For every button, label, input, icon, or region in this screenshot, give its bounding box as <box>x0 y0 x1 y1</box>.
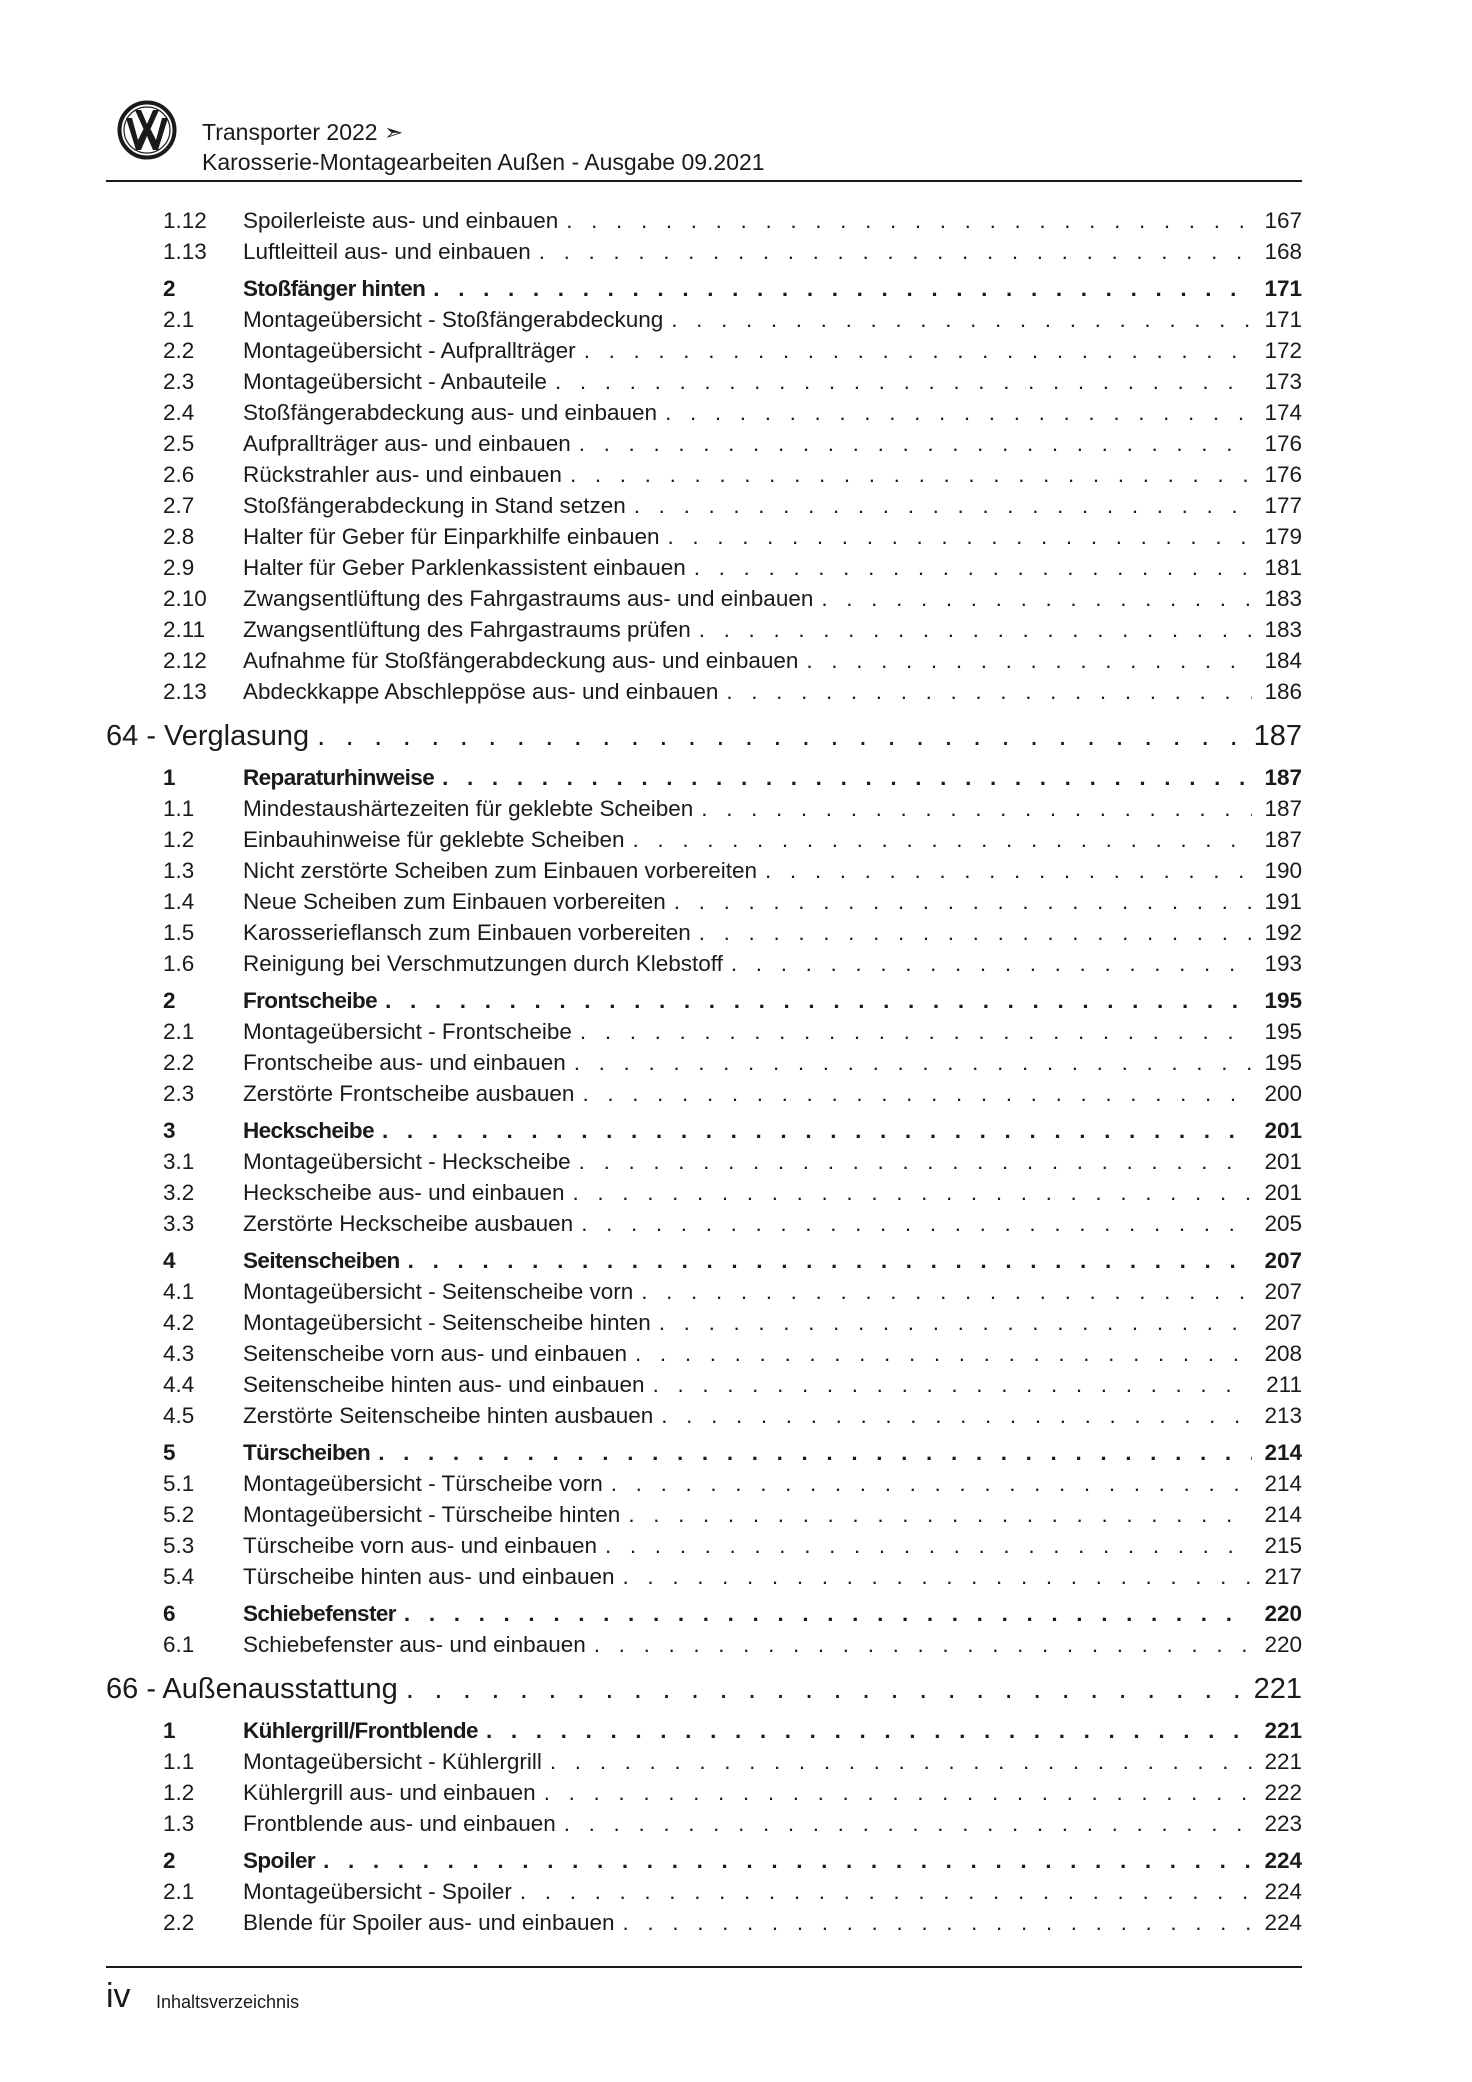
toc-page-number: 184 <box>1264 648 1302 673</box>
toc-title: Einbauhinweise für geklebte Scheiben <box>243 827 625 852</box>
toc-number: 2 <box>163 988 176 1013</box>
toc-number: 2.6 <box>163 462 195 487</box>
toc-title: Stoßfängerabdeckung in Stand setzen <box>243 493 626 518</box>
toc-section[interactable] <box>106 1437 1302 1468</box>
toc-entry[interactable] <box>106 1746 1302 1777</box>
toc-entry[interactable] <box>106 335 1302 366</box>
toc-number: 3 <box>163 1118 176 1143</box>
toc-dot-leader <box>806 645 1252 676</box>
toc-page-number: 187 <box>1264 796 1302 821</box>
toc-dot-leader <box>570 459 1252 490</box>
toc-number: 4.3 <box>163 1341 195 1366</box>
toc-page-number: 223 <box>1264 1811 1302 1836</box>
toc-dot-leader <box>572 1177 1252 1208</box>
toc-number: 1.2 <box>163 827 195 852</box>
toc-title: Frontscheibe aus- und einbauen <box>243 1050 566 1075</box>
toc-dot-leader <box>385 985 1252 1016</box>
toc-entry[interactable] <box>106 366 1302 397</box>
toc-page-number: 214 <box>1264 1502 1302 1527</box>
toc-number: 2.10 <box>163 586 207 611</box>
toc-title: Montageübersicht - Frontscheibe <box>243 1019 572 1044</box>
toc-dot-leader <box>633 824 1252 855</box>
toc-entry[interactable] <box>106 1468 1302 1499</box>
toc-page-number: 224 <box>1264 1910 1302 1935</box>
toc-dot-leader <box>634 490 1252 521</box>
toc-title: Spoiler <box>243 1848 316 1873</box>
toc-page-number: 191 <box>1264 889 1302 914</box>
toc-dot-leader <box>699 917 1252 948</box>
toc-page-number: 187 <box>1253 720 1302 752</box>
toc-entry[interactable] <box>106 614 1302 645</box>
toc-page-number: 181 <box>1264 555 1302 580</box>
toc-number: 5.2 <box>163 1502 195 1527</box>
toc-dot-leader <box>821 583 1252 614</box>
toc-number: 2 <box>163 276 176 301</box>
toc-title: Montageübersicht - Seitenscheibe vorn <box>243 1279 634 1304</box>
toc-dot-leader <box>408 1245 1252 1276</box>
toc-number: 1.12 <box>163 208 207 233</box>
toc-page-number: 207 <box>1264 1310 1302 1335</box>
toc-title: Zerstörte Frontscheibe ausbauen <box>243 1081 575 1106</box>
toc-entry[interactable] <box>106 552 1302 583</box>
toc-title: Zerstörte Heckscheibe ausbauen <box>243 1211 574 1236</box>
toc-dot-leader <box>659 1307 1252 1338</box>
toc-number: 2.4 <box>163 400 195 425</box>
toc-page-number: 213 <box>1264 1403 1302 1428</box>
toc-dot-leader <box>566 205 1252 236</box>
toc-title: Montageübersicht - Türscheibe hinten <box>243 1502 621 1527</box>
toc-title: Nicht zerstörte Scheiben zum Einbauen vorbereiten <box>243 858 758 883</box>
toc-entry[interactable] <box>106 1338 1302 1369</box>
toc-dot-leader <box>544 1777 1252 1808</box>
toc-entry[interactable] <box>106 1146 1302 1177</box>
toc-number: 6 <box>163 1601 176 1626</box>
toc-entry[interactable] <box>106 1307 1302 1338</box>
toc-dot-leader <box>539 236 1252 267</box>
toc-title: Türscheibe hinten aus- und einbauen <box>243 1564 615 1589</box>
toc-dot-leader <box>520 1876 1252 1907</box>
toc-page-number: 176 <box>1264 431 1302 456</box>
toc-entry[interactable] <box>106 1078 1302 1109</box>
toc-title: Montageübersicht - Stoßfängerabdeckung <box>243 307 664 332</box>
toc-dot-leader <box>382 1115 1252 1146</box>
toc-dot-leader <box>635 1338 1252 1369</box>
toc-title: Türscheibe vorn aus- und einbauen <box>243 1533 597 1558</box>
toc-dot-leader <box>661 1400 1252 1431</box>
toc-title: Zerstörte Seitenscheibe hinten ausbauen <box>243 1403 654 1428</box>
toc-title: Montageübersicht - Kühlergrill <box>243 1749 542 1774</box>
toc-page-number: 221 <box>1253 1673 1302 1705</box>
toc-page-number: 195 <box>1264 988 1302 1013</box>
footer-page-number: iv <box>106 1977 131 2015</box>
toc-page-number: 214 <box>1264 1471 1302 1496</box>
toc-dot-leader <box>564 1808 1252 1839</box>
toc-dot-leader <box>594 1629 1252 1660</box>
toc-number: 2.8 <box>163 524 195 549</box>
toc-title: Montageübersicht - Spoiler <box>243 1879 512 1904</box>
toc-section[interactable] <box>106 762 1302 793</box>
toc-dot-leader <box>579 428 1252 459</box>
toc-title: Seitenscheibe vorn aus- und einbauen <box>243 1341 628 1366</box>
toc-title: Kühlergrill aus- und einbauen <box>243 1780 536 1805</box>
toc-page-number: 171 <box>1264 307 1302 332</box>
toc-number: 1.2 <box>163 1780 195 1805</box>
toc-number: 2.3 <box>163 369 195 394</box>
toc-entry[interactable] <box>106 428 1302 459</box>
toc-page-number: 205 <box>1264 1211 1302 1236</box>
toc-number: 3.2 <box>163 1180 195 1205</box>
toc-number: 4.2 <box>163 1310 195 1335</box>
toc-page-number: 177 <box>1264 493 1302 518</box>
toc-entry[interactable] <box>106 1047 1302 1078</box>
toc-number: 4.5 <box>163 1403 195 1428</box>
toc-entry[interactable] <box>106 490 1302 521</box>
toc-number: 1.5 <box>163 920 195 945</box>
toc-title: Kühlergrill/Frontblende <box>243 1718 478 1743</box>
toc-dot-leader <box>623 1907 1252 1938</box>
footer-label: Inhaltsverzeichnis <box>156 1992 300 2012</box>
toc-number: 3.3 <box>163 1211 195 1236</box>
toc-section[interactable] <box>106 1598 1302 1629</box>
toc-page-number: 207 <box>1264 1248 1302 1273</box>
toc-number: 1 <box>163 1718 176 1743</box>
toc-number: 1.4 <box>163 889 195 914</box>
toc-number: 2.7 <box>163 493 195 518</box>
toc-title: Heckscheibe aus- und einbauen <box>243 1180 565 1205</box>
toc-number: 1.13 <box>163 239 207 264</box>
toc-title: Abdeckkappe Abschleppöse aus- und einbauen <box>243 679 719 704</box>
toc-page-number: 186 <box>1264 679 1302 704</box>
toc-entry[interactable] <box>106 1177 1302 1208</box>
toc-dot-leader <box>667 521 1252 552</box>
toc-number: 3.1 <box>163 1149 195 1174</box>
footer-divider <box>106 1966 1302 1968</box>
toc-entry[interactable] <box>106 583 1302 614</box>
toc-dot-leader <box>442 762 1252 793</box>
toc-page-number: 167 <box>1264 208 1302 233</box>
toc-title: Montageübersicht - Anbauteile <box>243 369 547 394</box>
toc-entry[interactable] <box>106 645 1302 676</box>
toc-title: 64 - Verglasung <box>106 720 310 752</box>
toc-chapter[interactable] <box>106 716 1302 756</box>
toc-page-number: 221 <box>1264 1718 1302 1743</box>
toc-page-number: 200 <box>1264 1081 1302 1106</box>
toc-entry[interactable] <box>106 1629 1302 1660</box>
toc-title: 66 - Außenausstattung <box>106 1673 398 1705</box>
toc-title: Neue Scheiben zum Einbauen vorbereiten <box>243 889 666 914</box>
toc-page-number: 171 <box>1264 276 1302 301</box>
toc-entry[interactable] <box>106 1777 1302 1808</box>
toc-title: Blende für Spoiler aus- und einbauen <box>243 1910 615 1935</box>
toc-entry[interactable] <box>106 1907 1302 1938</box>
toc-entry[interactable] <box>106 236 1302 267</box>
toc-title: Halter für Geber Parklenkassistent einbauen <box>243 555 686 580</box>
toc-dot-leader <box>674 886 1252 917</box>
toc-page-number: 192 <box>1264 920 1302 945</box>
toc-entry[interactable] <box>106 793 1302 824</box>
toc-title: Stoßfängerabdeckung aus- und einbauen <box>243 400 658 425</box>
toc-entry[interactable] <box>106 855 1302 886</box>
toc-section[interactable] <box>106 985 1302 1016</box>
toc-title: Heckscheibe <box>243 1118 374 1143</box>
toc-title: Mindestaushärtezeiten für geklebte Scheiben <box>243 796 694 821</box>
toc-page-number: 195 <box>1264 1050 1302 1075</box>
toc-dot-leader <box>582 1078 1252 1109</box>
toc-title: Zwangsentlüftung des Fahrgastraums aus- und einbauen <box>243 586 814 611</box>
toc-number: 2 <box>163 1848 176 1873</box>
toc-page-number: 201 <box>1264 1149 1302 1174</box>
toc-title: Rückstrahler aus- und einbauen <box>243 462 562 487</box>
toc-number: 2.3 <box>163 1081 195 1106</box>
header-divider <box>106 180 1302 182</box>
toc-number: 2.11 <box>163 617 206 642</box>
toc-title: Schiebefenster aus- und einbauen <box>243 1632 586 1657</box>
toc-title: Frontscheibe <box>243 988 378 1013</box>
toc-number: 1.1 <box>163 796 195 821</box>
toc-page-number: 174 <box>1264 400 1302 425</box>
toc-page-number: 220 <box>1264 1632 1302 1657</box>
toc-title: Reparaturhinweise <box>243 765 435 790</box>
toc-dot-leader <box>623 1561 1252 1592</box>
toc-page-number: 183 <box>1264 586 1302 611</box>
toc-section[interactable] <box>106 1715 1302 1746</box>
toc-title: Schiebefenster <box>243 1601 396 1626</box>
toc-page-number: 201 <box>1264 1180 1302 1205</box>
toc-page-number: 207 <box>1264 1279 1302 1304</box>
toc-dot-leader <box>653 1369 1252 1400</box>
toc-dot-leader <box>665 397 1252 428</box>
toc-page-number: 215 <box>1264 1533 1302 1558</box>
toc-number: 5.1 <box>163 1471 195 1496</box>
toc-dot-leader <box>550 1746 1252 1777</box>
toc-number: 4 <box>163 1248 176 1273</box>
toc-chapter[interactable] <box>106 1669 1302 1709</box>
page-header <box>106 100 1302 184</box>
toc-number: 6.1 <box>163 1632 195 1657</box>
toc-page-number: 221 <box>1264 1749 1302 1774</box>
toc-page-number: 187 <box>1264 827 1302 852</box>
toc-entry[interactable] <box>106 1808 1302 1839</box>
toc-page-number: 193 <box>1264 951 1302 976</box>
toc-title: Stoßfänger hinten <box>243 276 426 301</box>
toc-dot-leader <box>579 1146 1252 1177</box>
toc-entry[interactable] <box>106 521 1302 552</box>
toc-dot-leader <box>731 948 1252 979</box>
toc-entry[interactable] <box>106 917 1302 948</box>
toc-number: 4.4 <box>163 1372 195 1397</box>
toc-dot-leader <box>404 1598 1252 1629</box>
toc-dot-leader <box>694 552 1252 583</box>
toc-dot-leader <box>671 304 1252 335</box>
toc-number: 1 <box>163 765 176 790</box>
toc-title: Spoilerleiste aus- und einbauen <box>243 208 559 233</box>
toc-title: Montageübersicht - Türscheibe vorn <box>243 1471 603 1496</box>
toc-dot-leader <box>580 1016 1252 1047</box>
toc-entry[interactable] <box>106 1208 1302 1239</box>
toc-entry[interactable] <box>106 676 1302 707</box>
toc-number: 1.3 <box>163 1811 195 1836</box>
toc-entry[interactable] <box>106 1276 1302 1307</box>
toc-entry[interactable] <box>106 886 1302 917</box>
toc-page-number: 201 <box>1264 1118 1302 1143</box>
toc-number: 2.2 <box>163 1910 195 1935</box>
toc-dot-leader <box>699 614 1252 645</box>
toc-dot-leader <box>433 273 1252 304</box>
toc-dot-leader <box>605 1530 1252 1561</box>
toc-title: Montageübersicht - Heckscheibe <box>243 1149 571 1174</box>
toc-number: 2.1 <box>163 1879 195 1904</box>
toc-entry[interactable] <box>106 824 1302 855</box>
toc-title: Seitenscheibe hinten aus- und einbauen <box>243 1372 645 1397</box>
toc-page-number: 195 <box>1264 1019 1302 1044</box>
toc-number: 1.3 <box>163 858 195 883</box>
toc-section[interactable] <box>106 273 1302 304</box>
toc-entry[interactable] <box>106 1369 1302 1400</box>
toc-title: Montageübersicht - Aufprallträger <box>243 338 576 363</box>
toc-number: 2.1 <box>163 307 195 332</box>
toc-title: Aufprallträger aus- und einbauen <box>243 431 571 456</box>
toc-number: 5.4 <box>163 1564 195 1589</box>
toc-title: Halter für Geber für Einparkhilfe einbauen <box>243 524 660 549</box>
toc-title: Karosserieflansch zum Einbauen vorbereiten <box>243 920 691 945</box>
toc-number: 2.13 <box>163 679 207 704</box>
toc-entry[interactable] <box>106 205 1302 236</box>
toc-entry[interactable] <box>106 948 1302 979</box>
toc-page-number: 224 <box>1264 1879 1302 1904</box>
toc-page-number: 190 <box>1264 858 1302 883</box>
toc-dot-leader <box>584 335 1252 366</box>
toc-dot-leader <box>406 1669 1242 1709</box>
toc-dot-leader <box>323 1845 1252 1876</box>
toc-number: 2.12 <box>163 648 207 673</box>
toc-title: Frontblende aus- und einbauen <box>243 1811 556 1836</box>
toc-page-number: 183 <box>1264 617 1302 642</box>
toc-page-number: 168 <box>1264 239 1302 264</box>
toc-number: 2.1 <box>163 1019 195 1044</box>
toc-title: Luftleitteil aus- und einbauen <box>243 239 531 264</box>
toc-number: 2.2 <box>163 338 195 363</box>
toc-page-number: 179 <box>1264 524 1302 549</box>
toc-dot-leader <box>641 1276 1252 1307</box>
toc-number: 2.2 <box>163 1050 195 1075</box>
toc-number: 2.9 <box>163 555 195 580</box>
toc-page-number: 208 <box>1264 1341 1302 1366</box>
toc-page-number: 214 <box>1264 1440 1302 1465</box>
toc-title: Zwangsentlüftung des Fahrgastraums prüfen <box>243 617 691 642</box>
toc-section[interactable] <box>106 1245 1302 1276</box>
toc-dot-leader <box>701 793 1252 824</box>
toc-entry[interactable] <box>106 1400 1302 1431</box>
toc-dot-leader <box>765 855 1252 886</box>
toc-entry[interactable] <box>106 1016 1302 1047</box>
toc-entry[interactable] <box>106 1561 1302 1592</box>
toc-dot-leader <box>628 1499 1252 1530</box>
toc-entry[interactable] <box>106 1530 1302 1561</box>
toc-dot-leader <box>317 716 1242 756</box>
toc-title: Aufnahme für Stoßfängerabdeckung aus- und einbauen <box>243 648 799 673</box>
toc-dot-leader <box>486 1715 1252 1746</box>
toc-dot-leader <box>574 1047 1252 1078</box>
toc-title: Reinigung bei Verschmutzungen durch Klebstoff <box>243 951 723 976</box>
toc-page-number: 172 <box>1264 338 1302 363</box>
document-subtitle: Karosserie-Montagearbeiten Außen - Ausgabe 09.2021 <box>202 149 765 175</box>
toc-dot-leader <box>378 1437 1252 1468</box>
toc-page-number: 217 <box>1264 1564 1302 1589</box>
toc-dot-leader <box>581 1208 1252 1239</box>
table-of-contents <box>106 205 1302 1938</box>
toc-entry[interactable] <box>106 1499 1302 1530</box>
toc-number: 5 <box>163 1440 176 1465</box>
toc-title: Türscheiben <box>243 1440 371 1465</box>
toc-page-number: 211 <box>1266 1372 1302 1397</box>
toc-dot-leader <box>726 676 1252 707</box>
toc-page-number: 173 <box>1264 369 1302 394</box>
toc-section[interactable] <box>106 1845 1302 1876</box>
toc-page-number: 222 <box>1264 1780 1302 1805</box>
toc-title: Seitenscheiben <box>243 1248 400 1273</box>
toc-page-number: 224 <box>1264 1848 1302 1873</box>
toc-entry[interactable] <box>106 304 1302 335</box>
toc-number: 1.1 <box>163 1749 195 1774</box>
toc-section[interactable] <box>106 1115 1302 1146</box>
toc-number: 4.1 <box>163 1279 195 1304</box>
document-title: Transporter 2022 ➣ <box>202 119 404 145</box>
vw-logo-icon <box>117 100 177 160</box>
toc-dot-leader <box>555 366 1252 397</box>
toc-number: 5.3 <box>163 1533 195 1558</box>
toc-number: 2.5 <box>163 431 195 456</box>
toc-page-number: 176 <box>1264 462 1302 487</box>
toc-dot-leader <box>611 1468 1252 1499</box>
toc-title: Montageübersicht - Seitenscheibe hinten <box>243 1310 651 1335</box>
toc-entry[interactable] <box>106 459 1302 490</box>
toc-page-number: 187 <box>1264 765 1302 790</box>
toc-page-number: 220 <box>1264 1601 1302 1626</box>
toc-entry[interactable] <box>106 397 1302 428</box>
toc-entry[interactable] <box>106 1876 1302 1907</box>
toc-number: 1.6 <box>163 951 195 976</box>
